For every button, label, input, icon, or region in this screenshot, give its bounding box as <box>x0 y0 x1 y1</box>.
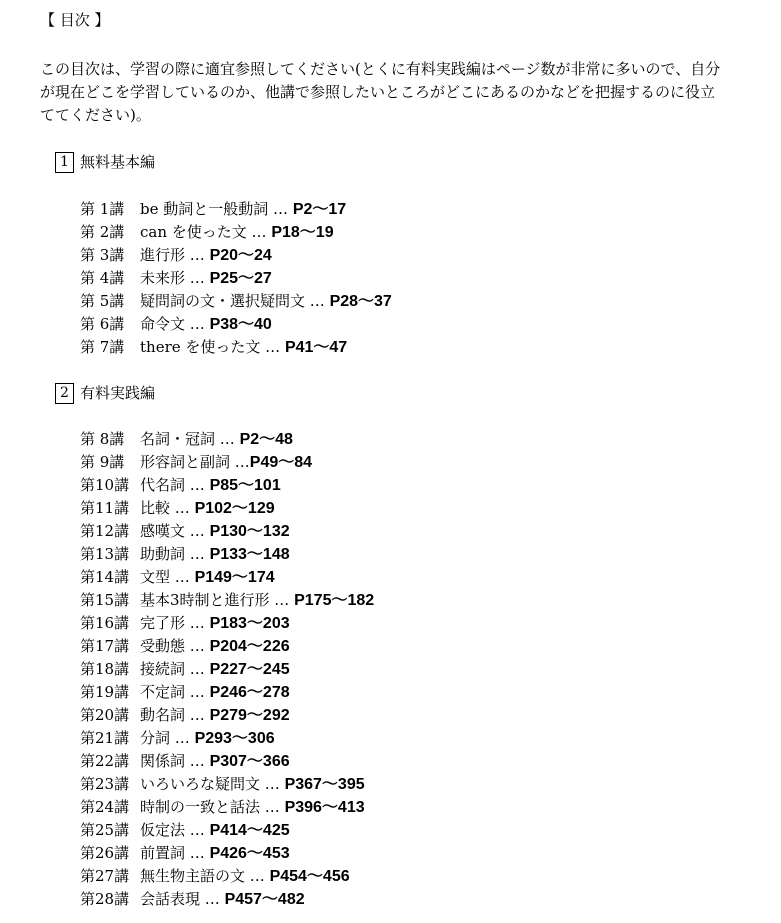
lesson-title: 接続詞 … <box>140 660 205 678</box>
lesson-title: 名詞・冠詞 … <box>140 430 235 448</box>
lesson-pages: P204〜226 <box>209 638 290 655</box>
lesson-item <box>80 566 374 589</box>
lesson-pages: P133〜148 <box>209 546 290 563</box>
section-title-free-basic <box>55 151 155 173</box>
lesson-item <box>80 451 374 474</box>
lesson-pages: P41〜47 <box>284 339 348 356</box>
lesson-title: there を使った文 … <box>140 338 281 356</box>
lesson-item <box>80 635 374 658</box>
lesson-title: 基本3時制と進行形 … <box>140 591 290 609</box>
lesson-item <box>80 543 374 566</box>
lesson-pages: P454〜456 <box>269 868 350 885</box>
lesson-title: 前置詞 … <box>140 844 205 862</box>
lesson-pages: P85〜101 <box>209 477 281 494</box>
lesson-number: 第22講 <box>80 752 130 770</box>
lesson-item <box>80 750 374 773</box>
lesson-number: 第 3講 <box>80 246 125 264</box>
lesson-item <box>80 336 392 359</box>
lesson-number: 第18講 <box>80 660 130 678</box>
lesson-item <box>80 589 374 612</box>
lesson-number: 第25講 <box>80 821 130 839</box>
intro-paragraph <box>40 58 775 127</box>
lesson-pages: P175〜182 <box>294 592 375 609</box>
lesson-title: 時制の一致と話法 … <box>140 798 280 816</box>
lesson-number: 第 7講 <box>80 338 125 356</box>
lesson-title: can を使った文 … <box>140 223 267 241</box>
lesson-title: 形容詞と副詞 … <box>140 453 250 471</box>
lesson-number: 第21講 <box>80 729 130 747</box>
lesson-title: 進行形 … <box>140 246 205 264</box>
lesson-title: 分詞 … <box>140 729 190 747</box>
lesson-item <box>80 888 374 911</box>
lesson-pages: P102〜129 <box>194 500 275 517</box>
lesson-title: 会話表現 … <box>140 890 220 908</box>
lesson-title: 文型 … <box>140 568 190 586</box>
lesson-list-free <box>80 198 392 359</box>
lesson-number: 第13講 <box>80 545 130 563</box>
lesson-item <box>80 865 374 888</box>
lesson-item <box>80 727 374 750</box>
lesson-item <box>80 428 374 451</box>
lesson-item <box>80 221 392 244</box>
lesson-number: 第20講 <box>80 706 130 724</box>
lesson-pages: P2〜48 <box>239 431 293 448</box>
lesson-item <box>80 796 374 819</box>
lesson-title: 仮定法 … <box>140 821 205 839</box>
lesson-pages: P18〜19 <box>271 224 334 241</box>
lesson-pages: P38〜40 <box>209 316 272 333</box>
lesson-pages: P183〜203 <box>209 615 290 632</box>
lesson-title: be 動詞と一般動詞 … <box>140 200 289 218</box>
lesson-title: 関係詞 … <box>140 752 205 770</box>
lesson-item <box>80 773 374 796</box>
lesson-title: 無生物主語の文 … <box>140 867 265 885</box>
lesson-number: 第11講 <box>80 499 130 517</box>
lesson-number: 第 1講 <box>80 200 125 218</box>
lesson-pages: P20〜24 <box>209 247 272 264</box>
lesson-item <box>80 313 392 336</box>
lesson-pages: P367〜395 <box>284 776 365 793</box>
lesson-number: 第23講 <box>80 775 130 793</box>
lesson-item <box>80 819 374 842</box>
lesson-number: 第17講 <box>80 637 130 655</box>
lesson-item <box>80 290 392 313</box>
lesson-pages: P414〜425 <box>209 822 290 839</box>
lesson-pages: P293〜306 <box>194 730 275 747</box>
lesson-pages: P28〜37 <box>329 293 392 310</box>
lesson-item <box>80 267 392 290</box>
lesson-pages: P149〜174 <box>194 569 275 586</box>
lesson-number: 第28講 <box>80 890 130 908</box>
lesson-title: 動名詞 … <box>140 706 205 724</box>
lesson-pages: P130〜132 <box>209 523 290 540</box>
lesson-title: 助動詞 … <box>140 545 205 563</box>
lesson-pages: P307〜366 <box>209 753 290 770</box>
lesson-list-paid <box>80 428 374 911</box>
lesson-pages: P457〜482 <box>224 891 305 908</box>
lesson-number: 第14講 <box>80 568 130 586</box>
section-number-box: 2 <box>55 383 74 404</box>
lesson-number: 第24講 <box>80 798 130 816</box>
lesson-title: 完了形 … <box>140 614 205 632</box>
lesson-number: 第27講 <box>80 867 130 885</box>
lesson-item <box>80 244 392 267</box>
lesson-number: 第 8講 <box>80 430 125 448</box>
lesson-pages: P25〜27 <box>209 270 272 287</box>
lesson-item <box>80 612 374 635</box>
section-name: 有料実践編 <box>80 384 156 402</box>
lesson-title: 受動態 … <box>140 637 205 655</box>
lesson-item <box>80 681 374 704</box>
lesson-pages: P396〜413 <box>284 799 365 816</box>
lesson-number: 第 4講 <box>80 269 125 287</box>
lesson-title: 疑問詞の文・選択疑問文 … <box>140 292 325 310</box>
lesson-item <box>80 520 374 543</box>
lesson-number: 第16講 <box>80 614 130 632</box>
section-number-box: 1 <box>55 152 74 173</box>
lesson-item <box>80 704 374 727</box>
lesson-item <box>80 658 374 681</box>
lesson-item <box>80 842 374 865</box>
lesson-number: 第26講 <box>80 844 130 862</box>
lesson-pages: P227〜245 <box>209 661 290 678</box>
lesson-pages: P2〜17 <box>292 201 347 218</box>
lesson-number: 第12講 <box>80 522 130 540</box>
page-heading: 【 目次 】 <box>40 11 110 29</box>
lesson-pages: P426〜453 <box>209 845 290 862</box>
intro-line: ててください)。 <box>40 106 151 124</box>
lesson-number: 第 5講 <box>80 292 125 310</box>
intro-line: が現在どこを学習しているのか、他講で参照したいところがどこにあるのかなどを把握するのに役立 <box>40 83 716 101</box>
lesson-title: 比較 … <box>140 499 190 517</box>
intro-line: この目次は、学習の際に適宜参照してください(とくに有料実践編はページ数が非常に多いので、自分 <box>40 60 721 78</box>
lesson-pages: P49〜84 <box>249 454 313 471</box>
lesson-number: 第15講 <box>80 591 130 609</box>
lesson-title: 未来形 … <box>140 269 205 287</box>
lesson-title: いろいろな疑問文 … <box>140 775 280 793</box>
section-name: 無料基本編 <box>80 153 156 171</box>
lesson-title: 代名詞 … <box>140 476 205 494</box>
lesson-pages: P279〜292 <box>209 707 290 724</box>
lesson-number: 第 6講 <box>80 315 125 333</box>
lesson-item <box>80 497 374 520</box>
lesson-title: 不定詞 … <box>140 683 205 701</box>
lesson-number: 第10講 <box>80 476 130 494</box>
lesson-item <box>80 474 374 497</box>
lesson-number: 第19講 <box>80 683 130 701</box>
section-title-paid-practical <box>55 382 155 404</box>
lesson-title: 命令文 … <box>140 315 205 333</box>
lesson-number: 第 2講 <box>80 223 125 241</box>
lesson-number: 第 9講 <box>80 453 125 471</box>
lesson-title: 感嘆文 … <box>140 522 205 540</box>
lesson-item <box>80 198 392 221</box>
lesson-pages: P246〜278 <box>209 684 290 701</box>
